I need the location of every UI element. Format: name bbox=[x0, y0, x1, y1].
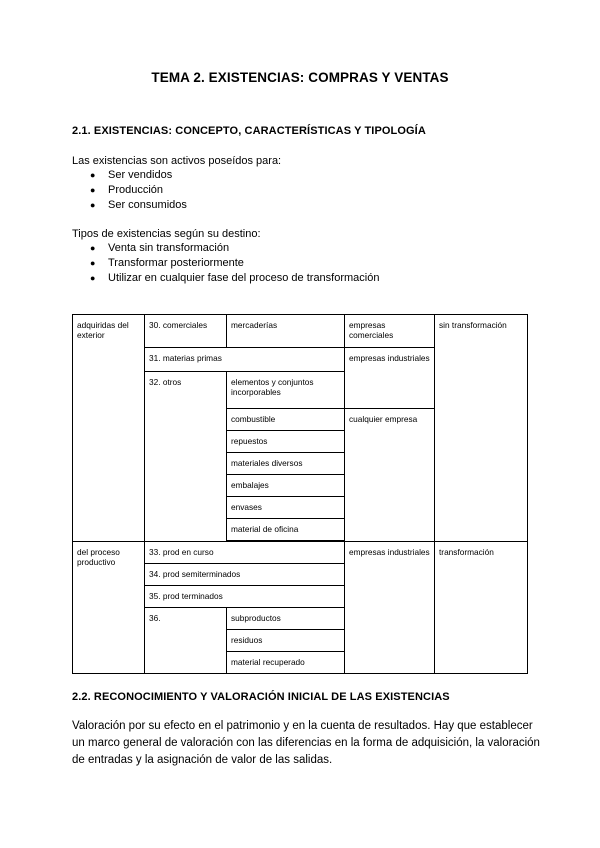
list-item: ● Ser vendidos bbox=[90, 169, 173, 181]
table-row bbox=[73, 315, 528, 348]
paragraph-line: Valoración por su efecto en el patrimonio y en la cuenta de resultados. Hay que establecer bbox=[72, 720, 533, 732]
table-cell: material de oficina bbox=[227, 519, 345, 541]
table-cell: 31. materias primas bbox=[145, 348, 345, 372]
section-1-heading: 2.1. EXISTENCIAS: CONCEPTO, CARACTERÍSTICAS Y TIPOLOGÍA bbox=[72, 125, 426, 137]
types-intro: Tipos de existencias según su destino: bbox=[72, 228, 261, 240]
purposes-intro: Las existencias son activos poseídos para: bbox=[72, 155, 282, 167]
paragraph-line: de entradas y la asignación de valor de las salidas. bbox=[72, 754, 333, 766]
bullet-icon: ● bbox=[90, 185, 96, 195]
list-item: ● Utilizar en cualquier fase del proceso de transformación bbox=[90, 272, 380, 284]
paragraph-line: un marco general de valoración con las diferencias en la forma de adquisición, la valoración bbox=[72, 737, 540, 749]
table-cell: materiales diversos bbox=[227, 453, 345, 475]
table-cell: subproductos bbox=[227, 608, 345, 630]
list-item: ● Producción bbox=[90, 184, 164, 196]
table-cell: 34. prod semiterminados bbox=[145, 564, 345, 586]
bullet-icon: ● bbox=[90, 258, 96, 268]
list-item: ● Ser consumidos bbox=[90, 199, 187, 211]
document-title: TEMA 2. EXISTENCIAS: COMPRAS Y VENTAS bbox=[151, 70, 449, 85]
bullet-icon: ● bbox=[90, 200, 96, 210]
table-cell: 32. otros bbox=[145, 372, 227, 542]
table-cell: transformación bbox=[435, 542, 528, 674]
list-item: ● Venta sin transformación bbox=[90, 242, 230, 254]
bullet-icon: ● bbox=[90, 243, 96, 253]
table-cell: adquiridas del exterior bbox=[73, 315, 145, 542]
table-cell: del proceso productivo bbox=[73, 542, 145, 674]
table-cell: embalajes bbox=[227, 475, 345, 497]
table-row bbox=[73, 542, 528, 564]
table-cell: material recuperado bbox=[227, 652, 345, 674]
purposes-list bbox=[72, 168, 187, 213]
bullet-icon: ● bbox=[90, 170, 96, 180]
table-cell: empresas comerciales bbox=[345, 315, 435, 348]
table-cell: residuos bbox=[227, 630, 345, 652]
types-list bbox=[72, 241, 379, 286]
section-2-heading: 2.2. RECONOCIMIENTO Y VALORACIÓN INICIAL DE LAS EXISTENCIAS bbox=[72, 691, 450, 703]
table-cell: empresas industriales bbox=[345, 348, 435, 409]
table-cell: repuestos bbox=[227, 431, 345, 453]
table-cell: empresas industriales bbox=[345, 542, 435, 674]
table-cell: sin transformación bbox=[435, 315, 528, 542]
table-cell: 30. comerciales bbox=[145, 315, 227, 348]
table-cell: 36. bbox=[145, 608, 227, 674]
bullet-icon: ● bbox=[90, 273, 96, 283]
inventory-classification-table bbox=[72, 314, 528, 674]
table-cell: 35. prod terminados bbox=[145, 586, 345, 608]
table-cell: mercaderías bbox=[227, 315, 345, 348]
list-item: ● Transformar posteriormente bbox=[90, 257, 244, 269]
table-cell: envases bbox=[227, 497, 345, 519]
section-2-paragraph bbox=[72, 718, 542, 769]
table-cell: 33. prod en curso bbox=[145, 542, 345, 564]
table-cell: elementos y conjuntos incorporables bbox=[227, 372, 345, 409]
table-cell: combustible bbox=[227, 409, 345, 431]
table-cell: cualquier empresa bbox=[345, 409, 435, 542]
